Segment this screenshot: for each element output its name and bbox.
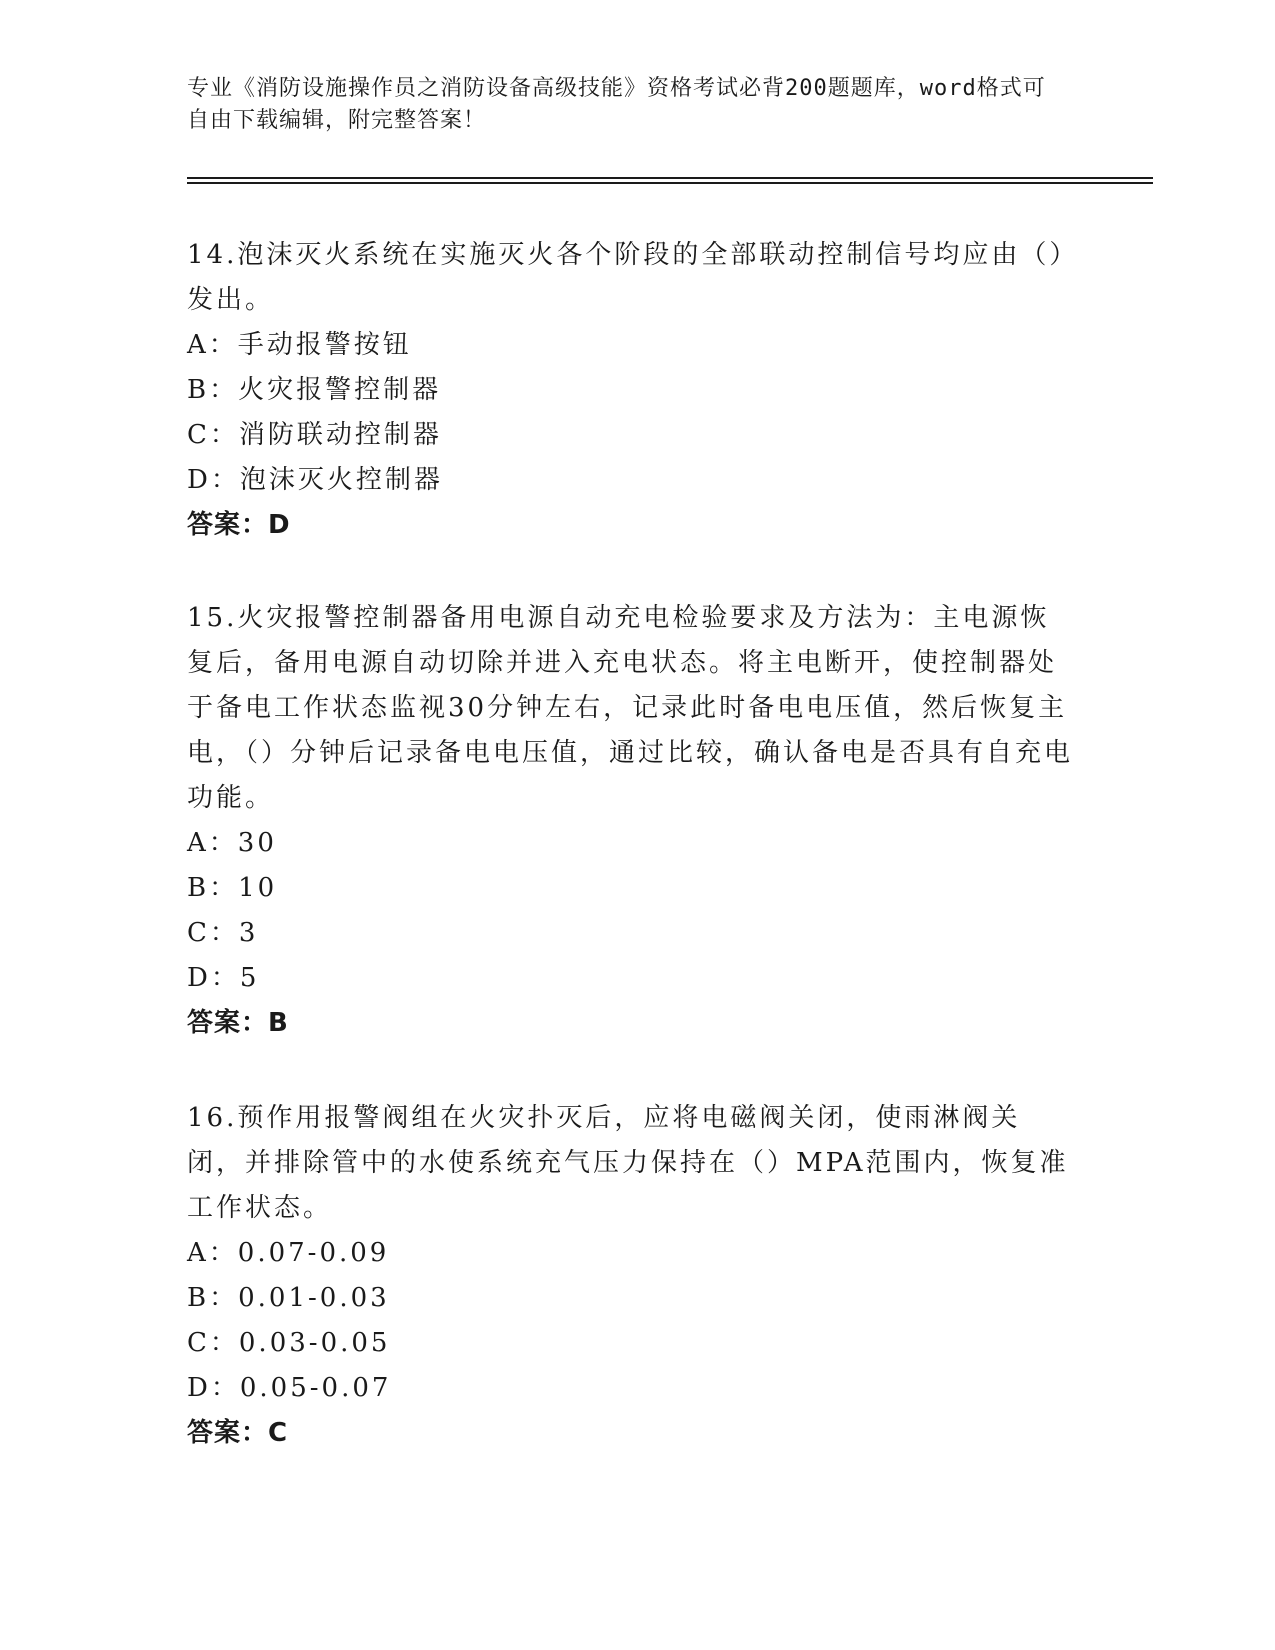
option-a: A：手动报警按钮 (187, 330, 412, 360)
question-stem: 16.预作用报警阀组在火灾扑灭后，应将电磁阀关闭，使雨淋阀关闭，并排除管中的水使系统充气压力保持在（）MPA范围内，恢复准工作状态。 (187, 1103, 1069, 1223)
option-a: A：30 (187, 828, 277, 858)
option-b: B：10 (187, 873, 278, 903)
header-divider-top (187, 177, 1153, 179)
answer-line: 答案：D (187, 510, 291, 540)
option-d: D：泡沫灭火控制器 (187, 465, 443, 495)
answer-line: 答案：B (187, 1008, 289, 1038)
option-b: B：0.01-0.03 (187, 1283, 390, 1313)
question-stem: 14.泡沫灭火系统在实施灭火各个阶段的全部联动控制信号均应由（）发出。 (187, 240, 1066, 315)
question-stem: 15.火灾报警控制器备用电源自动充电检验要求及方法为：主电源恢复后，备用电源自动切除并进入充电状态。将主电断开，使控制器处于备电工作状态监视30分钟左右，记录此时备电电压值，然后恢复主电，（）分钟后记录备电电压值，通过比较，确认备电是否具有自充电功能。 (187, 603, 1074, 813)
option-c: C：0.03-0.05 (187, 1328, 391, 1358)
option-b: B：火灾报警控制器 (187, 375, 442, 405)
option-c: C：3 (187, 918, 259, 948)
question-14 (187, 233, 1077, 548)
option-d: D：5 (187, 963, 260, 993)
question-16 (187, 1096, 1077, 1456)
option-a: A：0.07-0.09 (187, 1238, 390, 1268)
option-d: D：0.05-0.07 (187, 1373, 392, 1403)
option-c: C：消防联动控制器 (187, 420, 442, 450)
document-intro: 专业《消防设施操作员之消防设备高级技能》资格考试必背200题题库，word格式可自由下载编辑，附完整答案！ (187, 76, 1046, 133)
answer-line: 答案：C (187, 1418, 289, 1448)
question-15 (187, 596, 1077, 1046)
header-divider-bottom (187, 182, 1153, 184)
